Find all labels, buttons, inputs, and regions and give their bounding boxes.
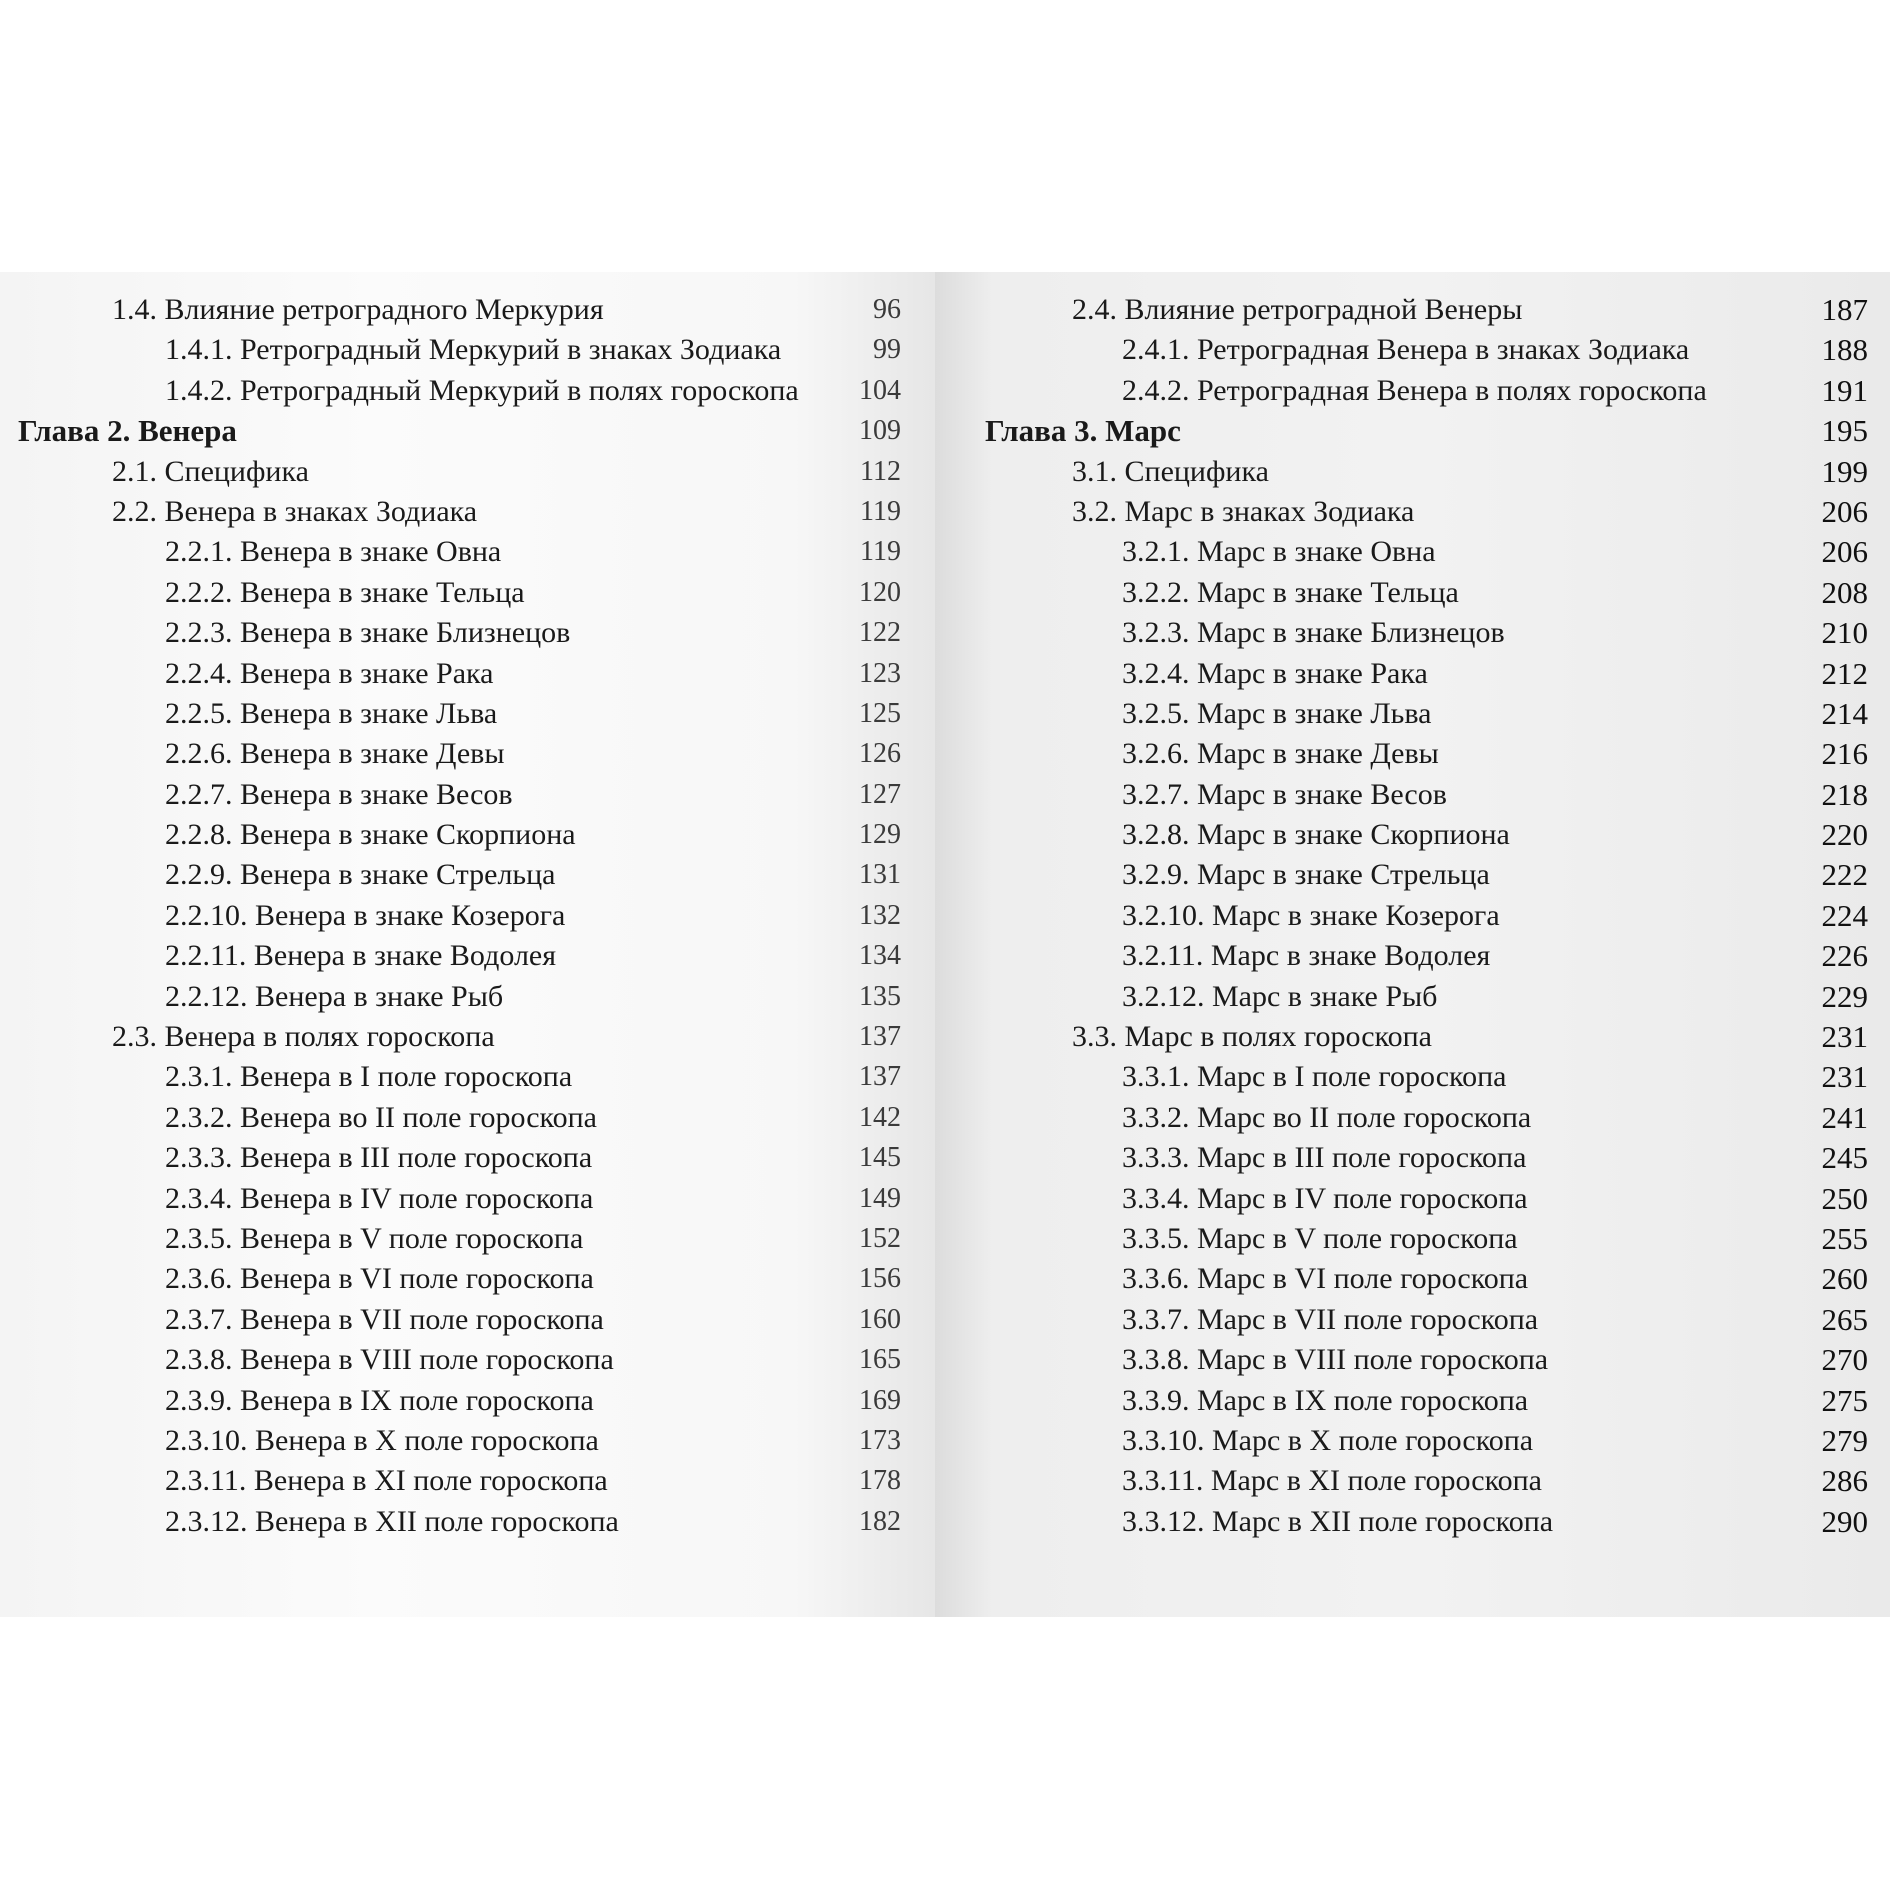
table-of-contents-left bbox=[0, 290, 935, 1542]
toc-entry-page-number: 218 bbox=[1821, 776, 1868, 812]
toc-entry-title: 2.3. Венера в полях гороскопа bbox=[112, 1020, 495, 1054]
toc-entry bbox=[0, 1461, 935, 1501]
toc-entry bbox=[935, 896, 1890, 936]
toc-entry-page-number: 216 bbox=[1821, 736, 1868, 772]
toc-entry-title: 2.2.10. Венера в знаке Козерога bbox=[165, 898, 566, 932]
toc-entry bbox=[0, 492, 935, 532]
toc-entry-page-number: 112 bbox=[860, 455, 901, 487]
toc-entry-page-number: 142 bbox=[859, 1101, 901, 1133]
toc-entry-title: 1.4.2. Ретроградный Меркурий в полях гороскопа bbox=[165, 373, 799, 407]
toc-entry-title: 3.3.9. Марс в IX поле гороскопа bbox=[1122, 1383, 1529, 1417]
toc-entry-title: 2.3.3. Венера в III поле гороскопа bbox=[165, 1141, 593, 1175]
toc-entry-title: 2.3.8. Венера в VIII поле гороскопа bbox=[165, 1343, 614, 1377]
toc-entry-title: 2.2.6. Венера в знаке Девы bbox=[165, 737, 505, 771]
toc-entry bbox=[0, 371, 935, 411]
toc-entry-page-number: 132 bbox=[859, 899, 901, 931]
toc-entry-title: 2.3.7. Венера в VII поле гороскопа bbox=[165, 1302, 604, 1336]
toc-entry bbox=[0, 734, 935, 774]
toc-entry-title: 3.2.8. Марс в знаке Скорпиона bbox=[1122, 818, 1510, 852]
toc-entry-page-number: 152 bbox=[859, 1222, 901, 1254]
toc-entry-title: 2.2.9. Венера в знаке Стрельца bbox=[165, 858, 556, 892]
toc-entry-title: 2.3.12. Венера в XII поле гороскопа bbox=[165, 1504, 619, 1538]
toc-entry-page-number: 134 bbox=[859, 940, 901, 972]
toc-entry-title: 3.3.5. Марс в V поле гороскопа bbox=[1122, 1221, 1518, 1255]
toc-entry bbox=[0, 896, 935, 936]
toc-entry-page-number: 126 bbox=[859, 738, 901, 770]
toc-entry-title: 2.3.10. Венера в X поле гороскопа bbox=[165, 1423, 599, 1457]
toc-entry bbox=[935, 492, 1890, 532]
toc-entry-page-number: 188 bbox=[1821, 332, 1868, 368]
toc-entry bbox=[0, 1057, 935, 1097]
toc-entry bbox=[0, 1219, 935, 1259]
toc-entry bbox=[935, 694, 1890, 734]
toc-entry-page-number: 165 bbox=[859, 1344, 901, 1376]
toc-entry-title: 3.3.2. Марс во II поле гороскопа bbox=[1122, 1100, 1532, 1134]
toc-entry-page-number: 119 bbox=[860, 495, 901, 527]
toc-entry-title: 3.3.10. Марс в X поле гороскопа bbox=[1122, 1423, 1534, 1457]
toc-entry-page-number: 169 bbox=[859, 1384, 901, 1416]
toc-entry-page-number: 178 bbox=[859, 1465, 901, 1497]
toc-entry bbox=[0, 290, 935, 330]
toc-entry-page-number: 187 bbox=[1821, 292, 1868, 327]
toc-entry-title: 3.3.12. Марс в XII поле гороскопа bbox=[1122, 1504, 1554, 1538]
toc-entry bbox=[935, 855, 1890, 895]
toc-entry-page-number: 182 bbox=[859, 1505, 901, 1537]
toc-entry-page-number: 250 bbox=[1821, 1180, 1868, 1216]
toc-entry bbox=[0, 1098, 935, 1138]
toc-entry-title: 1.4. Влияние ретроградного Меркурия bbox=[112, 293, 604, 326]
toc-entry bbox=[935, 1300, 1890, 1340]
toc-entry-page-number: 226 bbox=[1821, 938, 1868, 974]
toc-entry-page-number: 241 bbox=[1821, 1099, 1868, 1135]
toc-entry-title: 2.2.1. Венера в знаке Овна bbox=[165, 535, 502, 569]
toc-entry-page-number: 275 bbox=[1821, 1382, 1868, 1418]
toc-entry-page-number: 279 bbox=[1821, 1422, 1868, 1458]
chapter-heading bbox=[935, 411, 1890, 451]
toc-entry-page-number: 137 bbox=[859, 1021, 901, 1053]
toc-entry bbox=[935, 613, 1890, 653]
toc-entry bbox=[0, 815, 935, 855]
toc-entry-title: 3.3.4. Марс в IV поле гороскопа bbox=[1122, 1181, 1528, 1215]
toc-entry-title: 2.3.2. Венера во II поле гороскопа bbox=[165, 1100, 597, 1134]
toc-entry-title: 3.3.3. Марс в III поле гороскопа bbox=[1122, 1141, 1527, 1175]
toc-entry-page-number: 104 bbox=[859, 374, 901, 406]
toc-entry bbox=[935, 371, 1890, 411]
toc-entry-title: 2.2.3. Венера в знаке Близнецов bbox=[165, 616, 571, 650]
toc-entry bbox=[935, 532, 1890, 572]
toc-entry-title: 1.4.1. Ретроградный Меркурий в знаках Зодиака bbox=[165, 333, 782, 367]
toc-entry-title: 2.3.5. Венера в V поле гороскопа bbox=[165, 1221, 584, 1255]
toc-entry-title: 3.2.6. Марс в знаке Девы bbox=[1122, 737, 1439, 771]
toc-entry-page-number: 231 bbox=[1821, 1059, 1868, 1095]
toc-entry bbox=[0, 1502, 935, 1542]
toc-entry bbox=[935, 1017, 1890, 1057]
toc-entry-title: 2.2.4. Венера в знаке Рака bbox=[165, 656, 494, 690]
toc-entry bbox=[0, 573, 935, 613]
toc-entry bbox=[935, 1461, 1890, 1501]
toc-entry-title: 3.3.6. Марс в VI поле гороскопа bbox=[1122, 1262, 1529, 1296]
toc-entry-title: 2.2.8. Венера в знаке Скорпиона bbox=[165, 818, 576, 852]
toc-entry bbox=[0, 1381, 935, 1421]
toc-entry bbox=[0, 694, 935, 734]
toc-entry bbox=[0, 936, 935, 976]
toc-entry bbox=[935, 452, 1890, 492]
right-page bbox=[935, 272, 1890, 1617]
toc-entry bbox=[0, 1017, 935, 1057]
toc-entry bbox=[935, 1502, 1890, 1542]
toc-entry-title: 2.2.11. Венера в знаке Водолея bbox=[165, 939, 557, 973]
toc-entry bbox=[935, 1057, 1890, 1097]
toc-entry-title: 3.2.3. Марс в знаке Близнецов bbox=[1122, 616, 1505, 650]
toc-entry-page-number: 123 bbox=[859, 657, 901, 689]
toc-entry bbox=[0, 1138, 935, 1178]
toc-entry-page-number: 270 bbox=[1821, 1342, 1868, 1378]
toc-entry-page-number: 255 bbox=[1821, 1220, 1868, 1256]
toc-entry-page-number: 96 bbox=[873, 294, 901, 325]
toc-entry bbox=[935, 977, 1890, 1017]
toc-entry-page-number: 245 bbox=[1821, 1140, 1868, 1176]
toc-entry bbox=[0, 1340, 935, 1380]
toc-entry-page-number: 265 bbox=[1821, 1301, 1868, 1337]
toc-entry bbox=[0, 1179, 935, 1219]
toc-entry-page-number: 127 bbox=[859, 778, 901, 810]
toc-entry-page-number: 119 bbox=[860, 536, 901, 568]
toc-entry bbox=[935, 1219, 1890, 1259]
toc-entry-title: 3.2.4. Марс в знаке Рака bbox=[1122, 656, 1428, 690]
toc-entry bbox=[935, 654, 1890, 694]
toc-entry-page-number: 260 bbox=[1821, 1261, 1868, 1297]
toc-entry-page-number: 156 bbox=[859, 1263, 901, 1295]
toc-entry bbox=[935, 1340, 1890, 1380]
toc-entry bbox=[935, 815, 1890, 855]
toc-entry-title: 3.2.12. Марс в знаке Рыб bbox=[1122, 979, 1438, 1013]
toc-entry-page-number: 212 bbox=[1821, 655, 1868, 691]
chapter-heading bbox=[0, 411, 935, 451]
toc-entry bbox=[0, 1421, 935, 1461]
toc-entry bbox=[935, 290, 1890, 330]
toc-entry bbox=[935, 1259, 1890, 1299]
toc-entry bbox=[0, 613, 935, 653]
toc-entry bbox=[935, 1098, 1890, 1138]
toc-entry-title: 2.3.9. Венера в IX поле гороскопа bbox=[165, 1383, 594, 1417]
toc-entry-title: 3.2.5. Марс в знаке Льва bbox=[1122, 696, 1432, 730]
toc-entry-title: 2.4. Влияние ретроградной Венеры bbox=[1072, 293, 1523, 326]
toc-entry-title: 2.4.1. Ретроградная Венера в знаках Зодиака bbox=[1122, 333, 1690, 367]
toc-entry-title: Глава 3. Марс bbox=[985, 413, 1181, 449]
toc-entry-title: 3.3.11. Марс в XI поле гороскопа bbox=[1122, 1464, 1542, 1498]
toc-entry-page-number: 120 bbox=[859, 576, 901, 608]
toc-entry bbox=[0, 654, 935, 694]
toc-entry-page-number: 231 bbox=[1821, 1019, 1868, 1055]
toc-entry-page-number: 149 bbox=[859, 1182, 901, 1214]
toc-entry-page-number: 122 bbox=[859, 617, 901, 649]
toc-entry-title: 2.3.11. Венера в XI поле гороскопа bbox=[165, 1464, 608, 1498]
toc-entry-title: 3.2. Марс в знаках Зодиака bbox=[1072, 494, 1415, 528]
toc-entry-title: 2.2. Венера в знаках Зодиака bbox=[112, 494, 478, 528]
toc-entry-page-number: 195 bbox=[1821, 413, 1868, 449]
toc-entry-page-number: 109 bbox=[859, 415, 901, 447]
toc-entry-page-number: 214 bbox=[1821, 695, 1868, 731]
toc-entry-page-number: 224 bbox=[1821, 897, 1868, 933]
toc-entry bbox=[0, 452, 935, 492]
toc-entry-page-number: 206 bbox=[1821, 534, 1868, 570]
toc-entry-page-number: 229 bbox=[1821, 978, 1868, 1014]
toc-entry-title: 3.2.9. Марс в знаке Стрельца bbox=[1122, 858, 1490, 892]
toc-entry-page-number: 160 bbox=[859, 1303, 901, 1335]
toc-entry bbox=[935, 734, 1890, 774]
toc-entry bbox=[0, 532, 935, 572]
toc-entry-page-number: 206 bbox=[1821, 493, 1868, 529]
toc-entry-page-number: 125 bbox=[859, 697, 901, 729]
toc-entry-title: 2.3.1. Венера в I поле гороскопа bbox=[165, 1060, 573, 1094]
toc-entry-title: 2.3.6. Венера в VI поле гороскопа bbox=[165, 1262, 594, 1296]
toc-entry-title: 2.2.2. Венера в знаке Тельца bbox=[165, 575, 525, 609]
toc-entry-title: 3.3. Марс в полях гороскопа bbox=[1072, 1020, 1432, 1054]
toc-entry bbox=[935, 775, 1890, 815]
toc-entry-title: 2.3.4. Венера в IV поле гороскопа bbox=[165, 1181, 594, 1215]
toc-entry-title: 2.4.2. Ретроградная Венера в полях гороскопа bbox=[1122, 373, 1707, 407]
toc-entry bbox=[935, 1138, 1890, 1178]
toc-entry bbox=[0, 1300, 935, 1340]
toc-entry bbox=[0, 977, 935, 1017]
toc-entry-title: 2.2.7. Венера в знаке Весов bbox=[165, 777, 513, 811]
toc-entry-title: 2.2.12. Венера в знаке Рыб bbox=[165, 979, 504, 1013]
toc-entry bbox=[0, 1259, 935, 1299]
toc-entry bbox=[0, 855, 935, 895]
toc-entry-page-number: 129 bbox=[859, 819, 901, 851]
toc-entry-page-number: 131 bbox=[859, 859, 901, 891]
toc-entry-title: 3.2.2. Марс в знаке Тельца bbox=[1122, 575, 1459, 609]
toc-entry-page-number: 210 bbox=[1821, 615, 1868, 651]
toc-entry bbox=[935, 936, 1890, 976]
toc-entry-title: Глава 2. Венера bbox=[18, 413, 237, 449]
toc-entry bbox=[0, 775, 935, 815]
toc-entry-title: 3.3.1. Марс в I поле гороскопа bbox=[1122, 1060, 1507, 1094]
toc-entry-title: 3.2.7. Марс в знаке Весов bbox=[1122, 777, 1447, 811]
toc-entry-title: 3.3.8. Марс в VIII поле гороскопа bbox=[1122, 1343, 1549, 1377]
toc-entry-title: 3.1. Специфика bbox=[1072, 454, 1269, 488]
toc-entry-page-number: 222 bbox=[1821, 857, 1868, 893]
toc-entry bbox=[935, 330, 1890, 370]
table-of-contents-right bbox=[935, 290, 1890, 1542]
toc-entry-page-number: 137 bbox=[859, 1061, 901, 1093]
toc-entry-page-number: 208 bbox=[1821, 574, 1868, 610]
toc-entry-title: 2.2.5. Венера в знаке Льва bbox=[165, 696, 498, 730]
toc-entry-page-number: 286 bbox=[1821, 1463, 1868, 1499]
toc-entry-page-number: 135 bbox=[859, 980, 901, 1012]
toc-entry-page-number: 199 bbox=[1821, 453, 1868, 489]
toc-entry bbox=[935, 1381, 1890, 1421]
toc-entry bbox=[935, 1421, 1890, 1461]
toc-entry bbox=[0, 330, 935, 370]
toc-entry-title: 3.2.10. Марс в знаке Козерога bbox=[1122, 898, 1500, 932]
toc-entry bbox=[935, 1179, 1890, 1219]
toc-entry-page-number: 173 bbox=[859, 1424, 901, 1456]
toc-entry bbox=[935, 573, 1890, 613]
toc-entry-page-number: 99 bbox=[873, 334, 901, 366]
toc-entry-title: 3.2.11. Марс в знаке Водолея bbox=[1122, 939, 1491, 973]
left-page bbox=[0, 272, 935, 1617]
toc-entry-title: 2.1. Специфика bbox=[112, 454, 309, 488]
toc-entry-title: 3.2.1. Марс в знаке Овна bbox=[1122, 535, 1436, 569]
toc-entry-page-number: 290 bbox=[1821, 1503, 1868, 1539]
toc-entry-title: 3.3.7. Марс в VII поле гороскопа bbox=[1122, 1302, 1539, 1336]
toc-entry-page-number: 145 bbox=[859, 1142, 901, 1174]
toc-entry-page-number: 220 bbox=[1821, 817, 1868, 853]
toc-entry-page-number: 191 bbox=[1821, 372, 1868, 408]
